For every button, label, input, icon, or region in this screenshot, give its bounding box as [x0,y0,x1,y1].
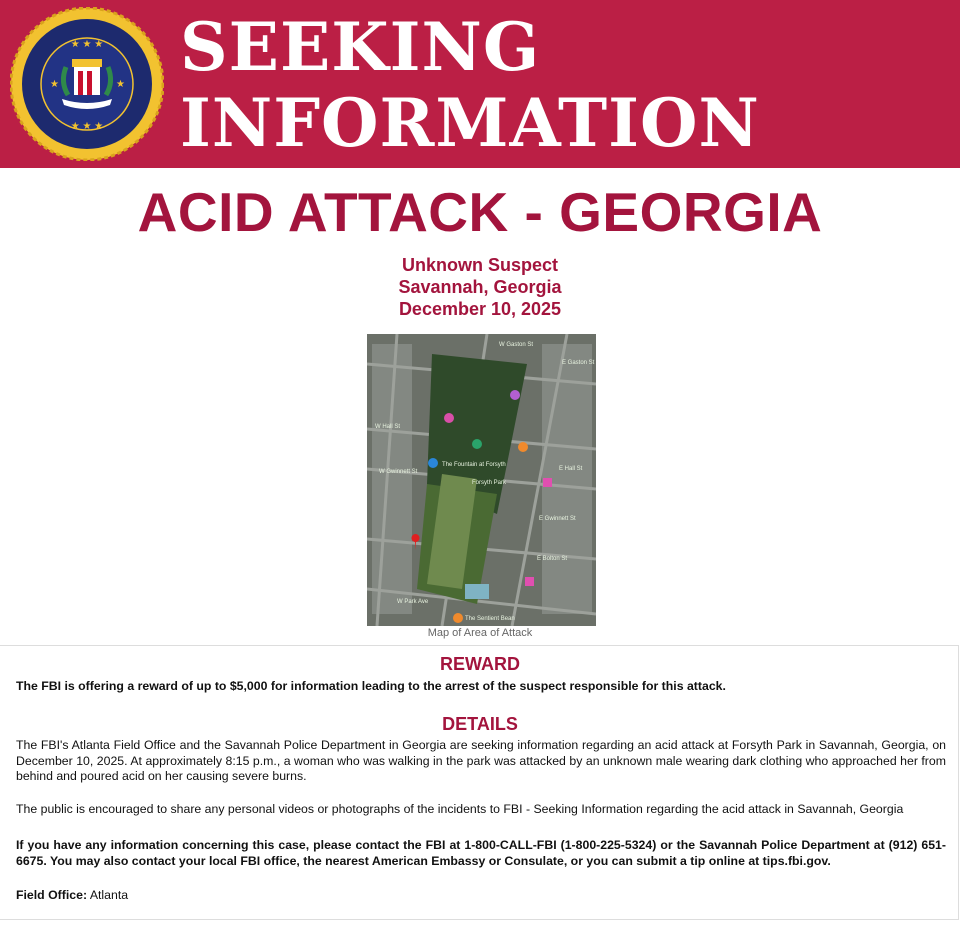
map-label: W Hall St [375,424,401,430]
field-office [16,888,946,904]
map-label: The Fountain at Forsyth [442,462,506,468]
map-label: W Gwinnett St [379,469,418,475]
map-label: E Hall St [559,466,583,472]
svg-text:★ ★ ★: ★ ★ ★ [70,39,104,50]
banner [0,0,960,168]
details-heading: DETAILS [442,714,518,734]
svg-text:★: ★ [50,79,59,90]
public-appeal-paragraph: The public is encouraged to share any personal videos or photographs of the incidents to FBI - Seeking Information regarding the acid attack in Savannah, Georgia [16,802,904,816]
map-label: E Gwinnett St [539,516,576,522]
field-office-label: Field Office: [16,888,88,902]
reward-text: The FBI is offering a reward of up to $5,000 for information leading to the arrest of the suspect responsible for this attack. [16,679,726,693]
map-label: W Park Ave [397,599,429,605]
fbi-seal-icon [10,7,164,161]
map-label: E Bolton St [537,556,568,562]
date-label: December 10, 2025 [398,299,562,319]
map-label: W Gaston St [499,342,534,348]
poster-title: ACID ATTACK - GEORGIA [137,181,823,243]
svg-text:★: ★ [116,79,125,90]
suspect-label: Unknown Suspect [401,255,558,275]
map-caption: Map of Area of Attack [427,627,533,639]
map-label: The Sentient Bean [465,616,515,622]
svg-text:★ ★ ★: ★ ★ ★ [70,121,104,132]
contact-paragraph: If you have any information concerning this case, please contact the FBI at 1-800-CALL-FBI (1-800-225-5324) or the Savannah Police Department at (912) 651-6675. You may also contact your local FBI office, the nearest American Embassy or Consulate, or you can submit a tip online at tips.fbi.gov. [16,838,946,868]
area-map [367,334,596,626]
banner-title-line1: SEEKING [180,8,541,86]
location-label: Savannah, Georgia [398,277,562,297]
map-label: E Gaston St [562,360,595,366]
reward-heading: REWARD [440,654,520,674]
banner-title-line2: INFORMATION [180,84,760,162]
map-label: Forsyth Park [472,480,507,486]
field-office-value: Atlanta [89,888,129,902]
details-paragraph: The FBI's Atlanta Field Office and the Savannah Police Department in Georgia are seeking information regarding an acid attack at Forsyth Park in Savannah, Georgia, on December 10, 2025. At approximately 8:15 p.m., a woman who was walking in the park was attacked by an unknown male wearing dark clothing who approached her from behind and poured acid on her causing severe burns. [16,738,946,783]
